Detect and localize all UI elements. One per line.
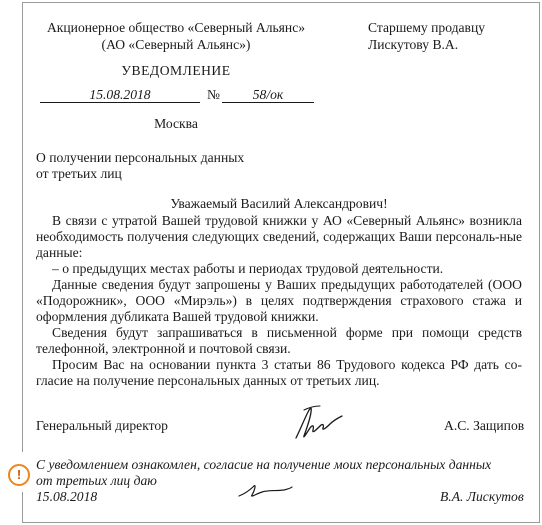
letter-body — [36, 213, 522, 389]
body-paragraph-3: Сведения будут запрашиваться в письменной форме при помощи средств телефонной, электронной и почтовой связи. — [36, 325, 522, 356]
acknowledgement-name: В.А. Лискутов — [440, 489, 524, 504]
subject-line-2: от третьих лиц — [36, 166, 122, 181]
frame-bottom-border — [22, 522, 540, 523]
number-sign: № — [207, 87, 220, 102]
warning-icon: ! — [8, 464, 30, 486]
recipient-position: Старшему продавцу — [368, 20, 486, 35]
body-paragraph-1: В связи с утратой Вашей трудовой книжки у АО «Северный Альянс» возникла необходимость получения следующих сведений, содержащих Ваши персональ-ные данные: — [36, 213, 522, 260]
frame-top-border — [22, 2, 540, 3]
recipient-name: Лискутову В.А. — [368, 37, 459, 52]
frame-right-border — [539, 2, 540, 522]
acknowledgement-line-1: С уведомлением ознакомлен, согласие на получение моих персональных данных — [36, 457, 492, 472]
document-city: Москва — [154, 116, 198, 131]
director-signature-image — [290, 400, 346, 444]
acknowledgement-date: 15.08.2018 — [36, 489, 98, 504]
sender-org-name: Акционерное общество «Северный Альянс» — [46, 20, 306, 35]
frame-left-border — [22, 2, 23, 452]
body-list-item: – о предыдущих местах работы и периодах трудовой деятельности. — [52, 261, 444, 276]
sender-org-short: (АО «Северный Альянс») — [101, 37, 251, 52]
body-paragraph-2: Данные сведения будут запрошены у Ваших предыдущих работодателей (ООО «Подорожник», ООО «Мирэль») в целях подтверждения страхового стажа и оформления дубликата Вашей трудовой книжки. — [36, 277, 522, 324]
employee-signature-image — [236, 480, 294, 502]
subject-line-1: О получении персональных данных — [36, 150, 245, 165]
director-name: А.С. Защипов — [444, 418, 525, 433]
salutation: Уважаемый Василий Александрович! — [170, 196, 388, 211]
document-title: УВЕДОМЛЕНИЕ — [121, 63, 231, 78]
document-number: 58/ок — [222, 87, 314, 103]
body-paragraph-4: Просим Вас на основании пункта 3 статьи 86 Трудового кодекса РФ дать со-гласие на получение персональных данных от третьих лиц. — [36, 357, 522, 388]
frame-left-border-lower — [22, 492, 23, 523]
acknowledgement-line-2: от третьих лиц даю — [36, 473, 157, 488]
director-position: Генеральный директор — [36, 418, 168, 433]
document-date: 15.08.2018 — [40, 87, 200, 103]
